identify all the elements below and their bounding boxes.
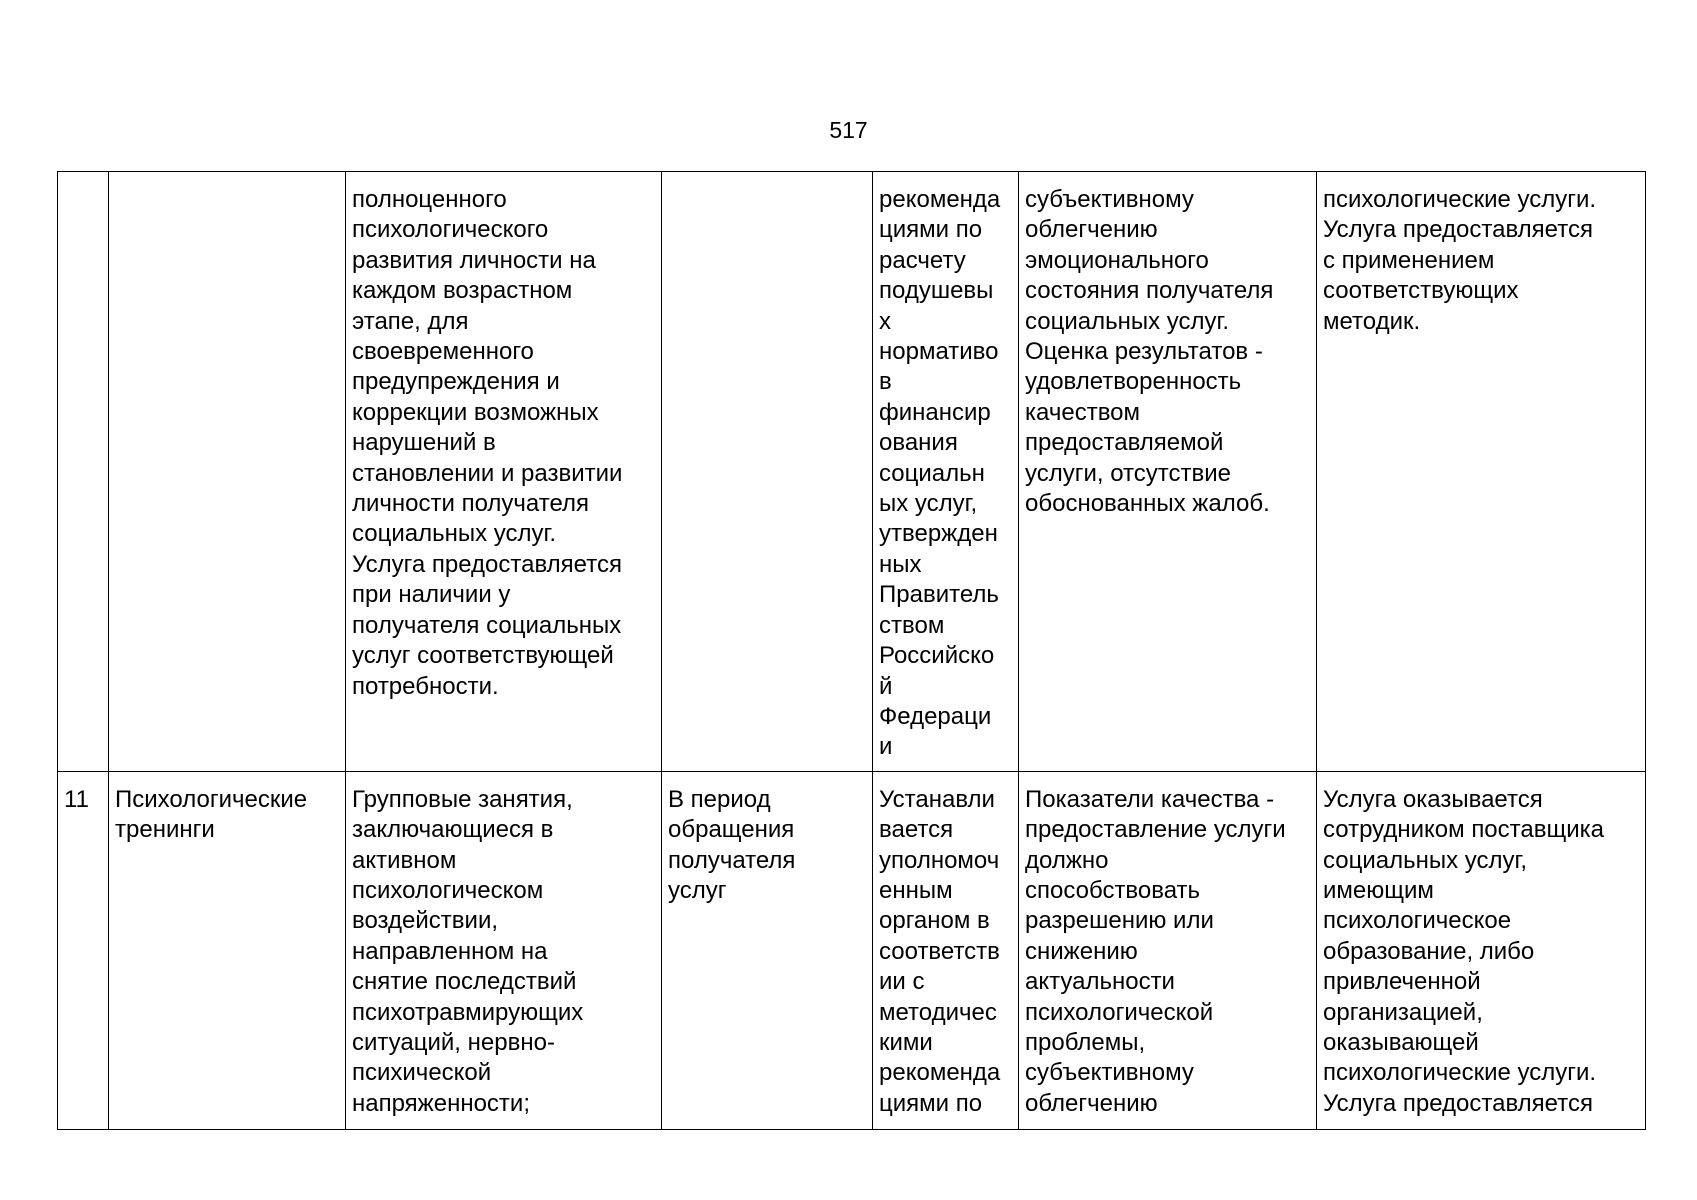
cell-text-line: Устанавли — [879, 785, 995, 813]
cell-text-line: психической — [352, 1059, 492, 1087]
cell-text-line: вается — [879, 816, 954, 844]
cell-text-line: методичес — [879, 998, 997, 1026]
cell-text-line: Услуга предоставляется — [352, 550, 622, 578]
cell-text-line: нормативо — [879, 338, 999, 366]
cell-text-line: рекоменда — [879, 1059, 1001, 1087]
cell-text-line: й — [879, 672, 893, 700]
cell-text-line: и — [879, 733, 893, 761]
cell-text-line: психотравмирующих — [352, 998, 584, 1026]
cell-quality — [1019, 172, 1317, 772]
cell-text-line: ии с — [879, 968, 925, 996]
cell-text-line: эмоционального — [1025, 246, 1209, 274]
cell-text-line: ных — [879, 550, 922, 578]
cell-text-line: социальных услуг, — [1323, 846, 1528, 874]
cell-text-line: заключающиеся в — [352, 816, 554, 844]
cell-text-line: Услуга предоставляется — [1323, 216, 1593, 244]
cell-text-line: обращения — [668, 816, 795, 844]
cell-text-line: проблемы, — [1025, 1028, 1146, 1056]
cell-text-line: услуг соответствующей — [352, 642, 614, 670]
cell-text-line: соответствующих — [1323, 277, 1519, 305]
cell-cost — [873, 771, 1019, 1129]
cell-text-line: Психологические — [115, 785, 308, 813]
cell-text-line: ования — [879, 429, 958, 457]
cell-text-line: Услуга оказывается — [1323, 785, 1543, 813]
cell-text-line: психологическое — [1323, 907, 1512, 935]
cell-text-line: Российско — [879, 642, 995, 670]
cell-text-line: циями по — [879, 1089, 983, 1117]
cell-text-line: получателя социальных — [352, 611, 622, 639]
cell-text-line: качеством — [1025, 398, 1141, 426]
cell-text-line: услуг — [668, 876, 727, 904]
cell-text-line: снижению — [1025, 937, 1138, 965]
cell-text-line: полноценного — [352, 186, 507, 213]
cell-text-line: циями по — [879, 216, 983, 244]
cell-text-line: расчету — [879, 246, 966, 274]
cell-number: 11 — [58, 771, 109, 1129]
cell-name — [109, 771, 346, 1129]
cell-text-line: воздействии, — [352, 907, 499, 935]
cell-text-line: Услуга предоставляется — [1323, 1089, 1593, 1117]
cell-text-line: предупреждения и — [352, 368, 560, 396]
cell-text-line: облегчению — [1025, 216, 1158, 244]
cell-text-line: обоснованных жалоб. — [1025, 490, 1270, 518]
cell-text-line: имеющим — [1323, 876, 1434, 904]
cell-text-line: своевременного — [352, 338, 534, 366]
cell-text-line: тренинги — [115, 816, 215, 844]
cell-conditions — [1317, 771, 1646, 1129]
cell-term — [662, 172, 873, 772]
cell-text-line: социальн — [879, 459, 985, 487]
cell-text-line: х — [879, 307, 891, 335]
cell-text-line: в — [879, 368, 892, 396]
cell-text-line: актуальности — [1025, 968, 1175, 996]
cell-text-line: психологическом — [352, 876, 544, 904]
cell-text-line: финансир — [879, 398, 991, 426]
cell-text-line: В период — [668, 785, 771, 813]
cell-text-line: Федераци — [879, 702, 992, 730]
cell-text-line: направленном на — [352, 937, 548, 965]
cell-text-line: ых услуг, — [879, 490, 978, 518]
cell-text-line: подушевы — [879, 277, 994, 305]
page-number: 517 — [829, 117, 868, 143]
cell-text-line: с применением — [1323, 246, 1495, 274]
cell-description — [346, 172, 662, 772]
cell-text-line: соответств — [879, 937, 1000, 965]
cell-text-line: Правитель — [879, 581, 999, 609]
cell-text-line: методик. — [1323, 307, 1421, 335]
cell-text-line: органом в — [879, 907, 990, 935]
cell-text-line: социальных услуг. — [352, 520, 557, 548]
cell-text-line: ситуаций, нервно- — [352, 1028, 555, 1056]
cell-text-line: развития личности на — [352, 246, 596, 274]
cell-text-line: становлении и развитии — [352, 459, 623, 487]
cell-text-line: ством — [879, 611, 945, 639]
cell-text-line: уполномоч — [879, 846, 1000, 874]
cell-term — [662, 771, 873, 1129]
cell-text-line: услуги, отсутствие — [1025, 459, 1231, 487]
cell-text-line: социальных услуг. — [1025, 307, 1230, 335]
cell-text-line: психологического — [352, 216, 549, 244]
cell-text-line: разрешению или — [1025, 907, 1214, 935]
cell-text-line: активном — [352, 846, 457, 874]
cell-text-line: предоставление услуги — [1025, 816, 1286, 844]
cell-conditions — [1317, 172, 1646, 772]
cell-text-line: кими — [879, 1028, 933, 1056]
table-row — [58, 172, 1646, 772]
cell-text-line: облегчению — [1025, 1089, 1158, 1117]
cell-description — [346, 771, 662, 1129]
cell-text-line: психологические услуги. — [1323, 1059, 1597, 1087]
cell-text-line: енным — [879, 876, 953, 904]
cell-text-line: потребности. — [352, 672, 499, 700]
cell-number — [58, 172, 109, 772]
cell-text-line: субъективному — [1025, 186, 1194, 213]
cell-text-line: рекоменда — [879, 186, 1001, 213]
cell-text-line: напряженности; — [352, 1089, 530, 1117]
cell-cost — [873, 172, 1019, 772]
cell-text-line: состояния получателя — [1025, 277, 1274, 305]
cell-text-line: психологической — [1025, 998, 1214, 1026]
cell-text-line: оказывающей — [1323, 1028, 1479, 1056]
services-table — [57, 171, 1646, 1130]
cell-text-line: Оценка результатов - — [1025, 338, 1263, 366]
cell-text-line: сотрудником поставщика — [1323, 816, 1605, 844]
cell-text-line: при наличии у — [352, 581, 511, 609]
cell-text-line: Групповые занятия, — [352, 785, 573, 813]
cell-text-line: Показатели качества - — [1025, 785, 1275, 813]
cell-text-line: получателя — [668, 846, 796, 874]
cell-text-line: способствовать — [1025, 876, 1201, 904]
cell-name — [109, 172, 346, 772]
cell-text-line: привлеченной — [1323, 968, 1481, 996]
cell-text-line: психологические услуги. — [1323, 186, 1597, 213]
cell-text-line: этапе, для — [352, 307, 469, 335]
cell-text-line: субъективному — [1025, 1059, 1194, 1087]
cell-text-line: личности получателя — [352, 490, 589, 518]
cell-text-line: образование, либо — [1323, 937, 1535, 965]
cell-text-line: нарушений в — [352, 429, 496, 457]
cell-text-line: удовлетворенность — [1025, 368, 1242, 396]
cell-text-line: коррекции возможных — [352, 398, 599, 426]
cell-text-line: утвержден — [879, 520, 998, 548]
cell-text-line: предоставляемой — [1025, 429, 1224, 457]
cell-text-line: должно — [1025, 846, 1109, 874]
cell-text-line: организацией, — [1323, 998, 1483, 1026]
cell-text-line: снятие последствий — [352, 968, 577, 996]
cell-quality — [1019, 771, 1317, 1129]
cell-text-line: каждом возрастном — [352, 277, 573, 305]
table-row — [58, 771, 1646, 1129]
